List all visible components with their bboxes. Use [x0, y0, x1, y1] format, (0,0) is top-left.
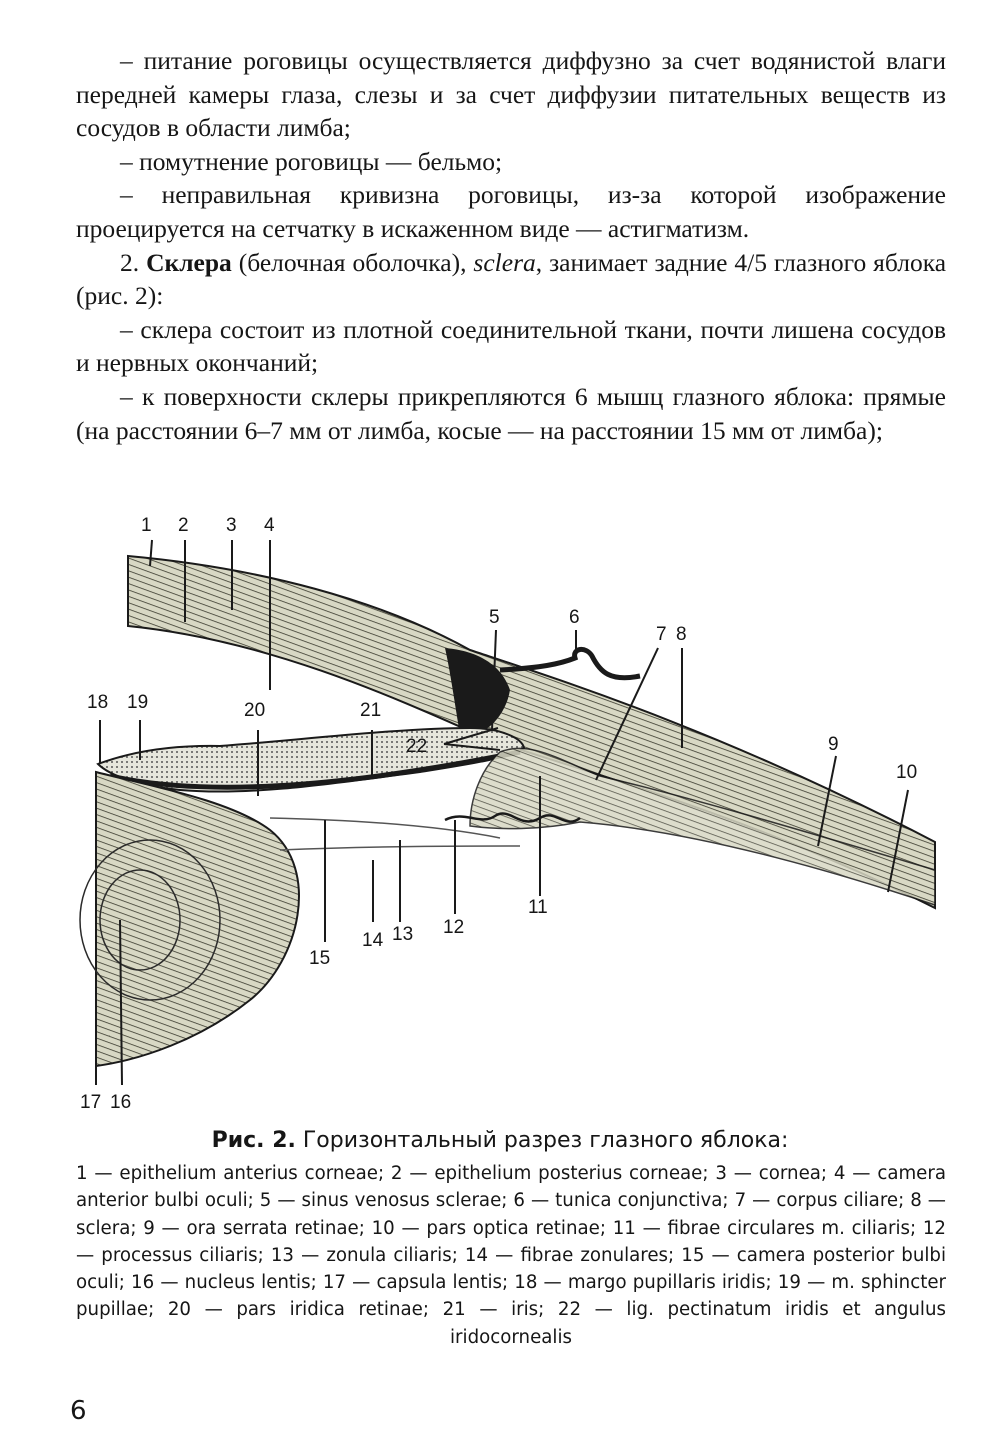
paragraph-astigmatism: – неправильная кривизна роговицы, из-за которой изображение проецируется на сетчатку в искаженном виде — астигматизм. — [76, 180, 946, 243]
paragraph-sclera — [76, 246, 946, 313]
label-7: 7 — [656, 624, 667, 645]
label-3: 3 — [226, 515, 237, 536]
label-17: 17 — [80, 1092, 102, 1113]
sclera-extent: , занимает задние 4/5 глазного яблока (рис. 2): — [76, 247, 947, 311]
label-4: 4 — [264, 515, 275, 536]
paragraph-sclera-tissue: – склера состоит из плотной соединительной ткани, почти лишена сосудов и нервных окончаний; — [76, 314, 946, 378]
paragraph-eye-muscles: – к поверхности склеры прикрепляются 6 мышц глазного яблока: прямые (на расстоянии 6–7 мм от лимба, косые — на расстоянии 15 мм от лимба); — [76, 381, 946, 445]
figure-caption-title — [0, 1128, 1000, 1153]
sclera-alt-name: (белочная оболочка), — [238, 247, 467, 277]
eye-section-drawing — [0, 500, 1000, 1120]
label-11: 11 — [528, 897, 548, 918]
paragraph-leukoma: – помутнение роговицы — бельмо; — [120, 146, 503, 176]
figure-legend: 1 — epithelium anterius corneae; 2 — epithelium posterius corneae; 3 — cornea; 4 — camera anterior bulbi oculi; 5 — sinus venosus sclerae; 6 — tunica conjunctiva; 7 — corpus ciliare; 8 — sclera; 9 — ora serrata retinae; 10 — pars optica retinae; 11 — fibrae circulares m. ciliaris; 12 — processus ciliaris; 13 — zonula ciliaris; 14 — fibrae zonulares; 15 — camera posterior bulbi oculi; 16 — nucleus lentis; 17 — capsula lentis; 18 — margo pupillaris iridis; 19 — m. sphincter pupillae; 20 — pars iridica retinae; 21 — iris; 22 — lig. pectinatum iridis et angulus iridocornealis — [76, 1163, 946, 1348]
label-14: 14 — [362, 930, 384, 951]
label-2: 2 — [178, 515, 189, 536]
label-22: 22 — [406, 736, 428, 757]
label-18: 18 — [87, 692, 109, 713]
figure-number: Рис. 2. — [211, 1128, 296, 1153]
label-12: 12 — [443, 917, 465, 938]
label-21: 21 — [360, 700, 382, 721]
label-5: 5 — [489, 607, 500, 628]
section-number: 2. — [120, 247, 140, 277]
label-20: 20 — [244, 700, 266, 721]
term-sclera: Склера — [146, 247, 232, 277]
paragraph-cornea-nutrition: – питание роговицы осуществляется диффузно за счет водянистой влаги передней камеры глаза, слезы и за счет диффузии питательных веществ из сосудов в области лимба; — [76, 46, 946, 143]
label-8: 8 — [676, 624, 687, 645]
term-latin-sclera: sclera — [473, 247, 536, 277]
lens-shape — [96, 772, 299, 1066]
figure-title: Горизонтальный разрез глазного яблока: — [302, 1128, 789, 1153]
label-1: 1 — [141, 515, 152, 536]
label-10: 10 — [896, 762, 918, 783]
body-text — [76, 44, 946, 447]
label-19: 19 — [127, 692, 149, 713]
label-6: 6 — [569, 607, 580, 628]
label-9: 9 — [828, 734, 839, 755]
eye-section-figure — [0, 500, 1000, 1120]
page-number: 6 — [70, 1396, 87, 1426]
label-16: 16 — [110, 1092, 132, 1113]
label-15: 15 — [309, 948, 331, 969]
label-13: 13 — [392, 924, 414, 945]
